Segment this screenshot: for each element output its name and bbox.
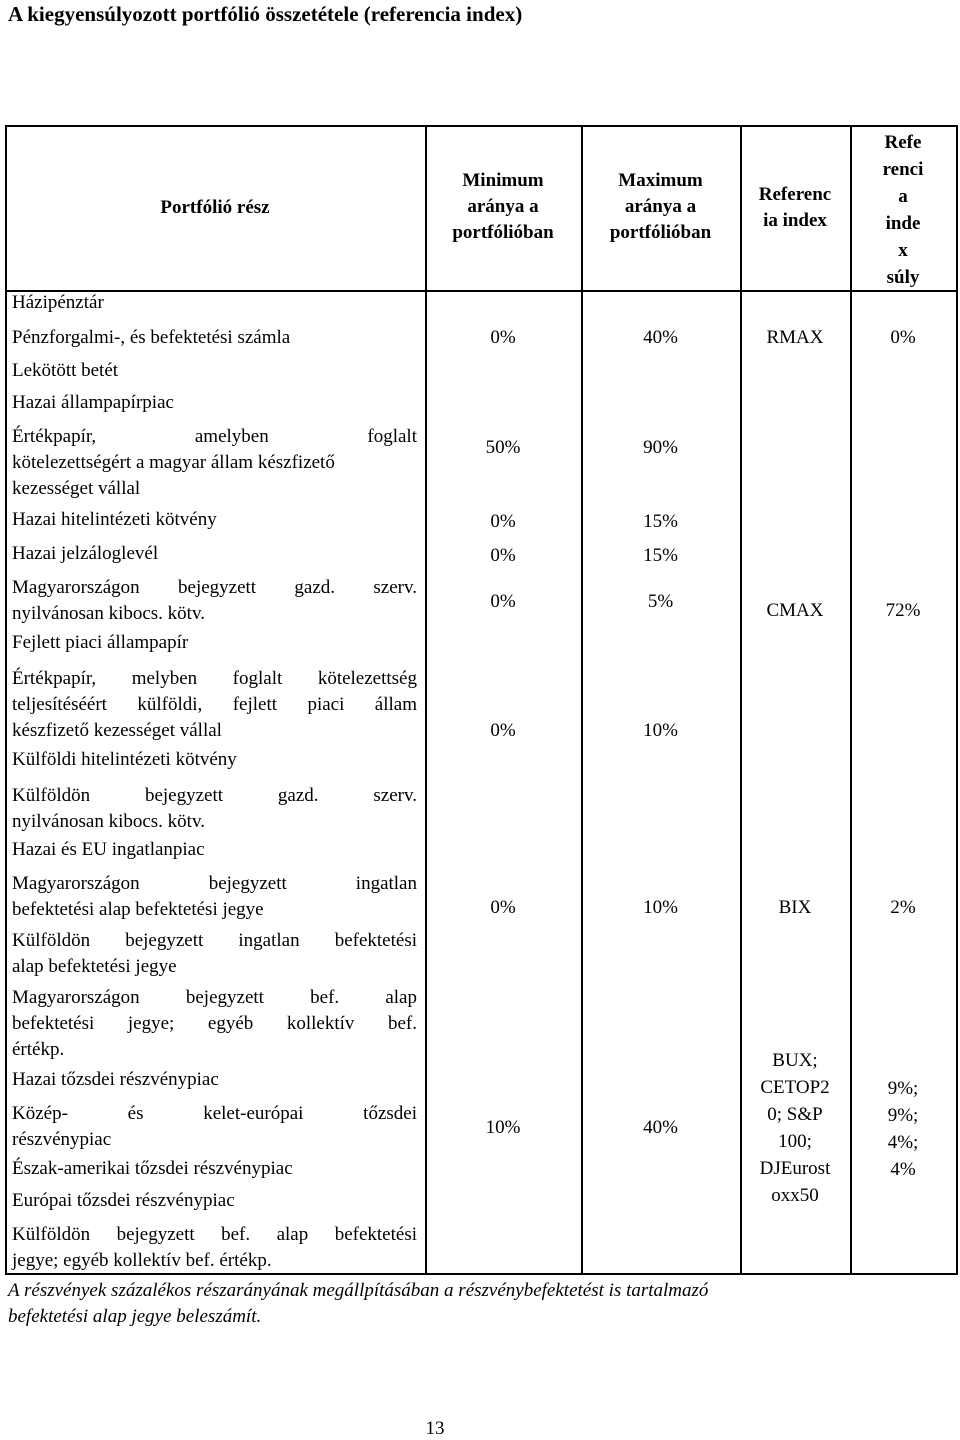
- realestate-index-value: BIX: [778, 897, 812, 918]
- header-minimum: Minimum aránya a portfólióban: [452, 170, 554, 243]
- page-title: A kiegyensúlyozott portfólió összetétele (referencia index): [8, 2, 523, 26]
- footnote: A részvények százalékos részarányának megállpításában a részvénybefektetést is tartalmazó befektetési alap jegye beleszámít.: [8, 1280, 709, 1327]
- row-label-lekotott-betet: Lekötött betét: [12, 360, 119, 381]
- bond-weight-value: 72%: [885, 600, 921, 621]
- row-label-magyar-ingatlan-alap: Magyarországon bejegyzett ingatlan befektetési alap befektetési jegye: [12, 873, 417, 920]
- equity-min-value: 10%: [485, 1117, 521, 1138]
- mortgage-min-value: 0%: [490, 545, 516, 566]
- realestate-min-value: 0%: [490, 897, 516, 918]
- cash-weight-value: 0%: [890, 327, 916, 348]
- row-label-kulfoldon-ingatlan-alap: Külföldön bejegyzett ingatlan befektetési alap befektetési jegye: [12, 930, 417, 977]
- cash-max-value: 40%: [643, 327, 678, 348]
- realestate-weight-value: 2%: [890, 897, 916, 918]
- bank-max-value: 15%: [643, 511, 678, 532]
- equity-index-value: BUX; CETOP2 0; S&P 100; DJEurost oxx50: [759, 1050, 831, 1206]
- header-reference-weight: Refe renci a inde x súly: [882, 132, 924, 288]
- equity-weight-value: 9%; 9%; 4%; 4%: [887, 1078, 919, 1180]
- row-label-hazai-hitelintezeti: Hazai hitelintézeti kötvény: [12, 509, 217, 530]
- foreign-min-value: 0%: [490, 720, 516, 741]
- row-label-europai-tozsdei: Európai tőzsdei részvénypiac: [12, 1190, 235, 1211]
- cash-min-value: 0%: [490, 327, 516, 348]
- equity-max-value: 40%: [643, 1117, 678, 1138]
- cash-index-value: RMAX: [766, 327, 824, 348]
- row-label-hazai-eu-ingatlanpiac: Hazai és EU ingatlanpiac: [12, 839, 205, 860]
- foreign-max-value: 10%: [643, 720, 678, 741]
- row-label-kulfoldi-hitelintezeti: Külföldi hitelintézeti kötvény: [12, 749, 237, 770]
- bond-index-value: CMAX: [766, 600, 824, 621]
- page-number: 13: [425, 1418, 445, 1439]
- corp-min-value: 0%: [490, 591, 516, 612]
- row-label-hazai-allampapirpiac: Hazai állampapírpiac: [12, 392, 174, 413]
- row-label-kulfoldon-gazd-szerv: Külföldön bejegyzett gazd. szerv. nyilvánosan kibocs. kötv.: [12, 785, 417, 832]
- row-label-ertekpapir-magyar: Értékpapír, amelyben foglalt kötelezettségért a magyar állam készfizető kezességet vállal: [12, 426, 417, 499]
- header-reference-index: Referenc ia index: [758, 184, 832, 231]
- row-label-kozep-kelet-europai: Közép- és kelet-európai tőzsdei részvénypiac: [12, 1103, 417, 1150]
- header-maximum: Maximum aránya a portfólióban: [609, 170, 712, 243]
- gov-max-value: 90%: [643, 437, 678, 458]
- realestate-max-value: 10%: [643, 897, 678, 918]
- gov-min-value: 50%: [485, 437, 521, 458]
- row-label-hazai-tozsdei: Hazai tőzsdei részvénypiac: [12, 1069, 219, 1090]
- row-label-kulfoldon-bef-alap: Külföldön bejegyzett bef. alap befektetési jegye; egyéb kollektív bef. értékp.: [12, 1224, 417, 1271]
- bank-min-value: 0%: [490, 511, 516, 532]
- row-label-penzforgalmi: Pénzforgalmi-, és befektetési számla: [12, 327, 291, 348]
- header-portfolio-part: Portfólió rész: [160, 197, 270, 218]
- row-label-magyar-gazd-szerv: Magyarországon bejegyzett gazd. szerv. nyilvánosan kibocs. kötv.: [12, 577, 417, 624]
- mortgage-max-value: 15%: [643, 545, 678, 566]
- corp-max-value: 5%: [647, 591, 674, 612]
- row-label-magyar-bef-alap: Magyarországon bejegyzett bef. alap befektetési jegye; egyéb kollektív bef. értékp.: [12, 987, 417, 1060]
- row-label-fejlett-piaci: Fejlett piaci állampapír: [12, 632, 189, 653]
- row-label-hazipenztar: Házipénztár: [12, 292, 104, 313]
- row-label-ertekpapir-kulfoldi: Értékpapír, melyben foglalt kötelezettség teljesítéséért külföldi, fejlett piaci állam készfizető kezességet vállal: [12, 668, 417, 741]
- row-label-eszak-amerikai: Észak-amerikai tőzsdei részvénypiac: [12, 1158, 293, 1179]
- row-label-hazai-jelzaloglevel: Hazai jelzáloglevél: [12, 543, 159, 564]
